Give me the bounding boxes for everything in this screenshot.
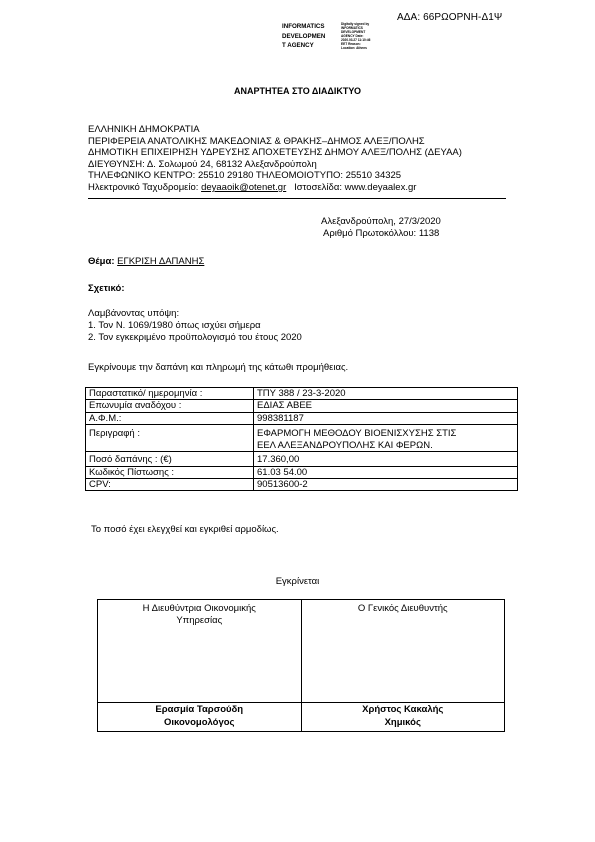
row-value: ΤΠΥ 388 / 23-3-2020 xyxy=(254,388,518,400)
contact-line xyxy=(88,182,462,194)
row-label: Περιγραφή : xyxy=(86,425,254,452)
considering-block xyxy=(88,308,302,345)
letterhead-line: ΔΙΕΥΘΥΝΣΗ: Δ. Σολωμού 24, 68132 Αλεξανδρούπολη xyxy=(88,158,317,170)
stamp-line: INFORMATICS xyxy=(282,23,325,30)
table-row xyxy=(86,412,518,424)
email-label: Ηλεκτρονικό Ταχυδρομείο: xyxy=(88,181,202,193)
header-divider xyxy=(88,198,506,199)
place-date: Αλεξανδρούπολη, 27/3/2020 xyxy=(321,216,441,227)
stamp-small-text: Digitally signed by INFORMATICS DEVELOPMENT AGENCY Date: 2020.03.27 11:10:46 EET Reason: Location: Athens xyxy=(341,22,371,50)
row-value: 90513600-2 xyxy=(254,479,518,491)
description-line: ΕΦΑΡΜΟΓΗ ΜΕΘΟΔΟΥ ΒΙΟΕΝΙΣΧΥΣΗΣ ΣΤΙΣ xyxy=(257,428,457,440)
left-signatory-title: Η Διευθύντρια Οικονομικής Υπηρεσίας xyxy=(98,600,302,703)
table-row xyxy=(86,400,518,412)
row-label: CPV: xyxy=(86,479,254,491)
subject-value: ΕΓΚΡΙΣΗ ΔΑΠΑΝΗΣ xyxy=(117,256,205,267)
row-value: 61.03 54.00 xyxy=(254,466,518,478)
row-label: Α.Φ.Μ.: xyxy=(86,412,254,424)
right-signatory-name: Χρήστος Κακαλής Χημικός xyxy=(301,703,505,732)
table-row xyxy=(86,452,518,466)
row-label: Κωδικός Πίστωσης : xyxy=(86,466,254,478)
stamp-line: DEVELOPMEN xyxy=(282,32,326,40)
signature-name-row xyxy=(98,703,505,732)
checked-text: Το ποσό έχει ελεγχθεί και εγκριθεί αρμοδίως. xyxy=(91,524,279,535)
row-value: 17.360,00 xyxy=(254,452,518,466)
row-value: 998381187 xyxy=(254,412,518,424)
table-row xyxy=(86,425,518,452)
description-line: ΕΕΛ ΑΛΕΞΑΝΔΡΟΥΠΟΛΗΣ ΚΑΙ ΦΕΡΩΝ. xyxy=(257,439,433,451)
considering-item: 1. Τον Ν. 1069/1980 όπως ισχύει σήμερα xyxy=(88,320,261,332)
right-signatory-title: Ο Γενικός Διευθυντής xyxy=(301,600,505,703)
table-row xyxy=(86,466,518,478)
table-row xyxy=(86,388,518,400)
email-link[interactable]: deyaaoik@otenet.gr xyxy=(201,181,287,193)
date-block xyxy=(321,216,441,240)
row-label: Παραστατικό/ ημερομηνία : xyxy=(86,388,254,400)
signature-title-row xyxy=(98,600,505,703)
subject-line xyxy=(88,256,204,267)
row-label: Επωνυμία αναδόχου : xyxy=(86,400,254,412)
table-row xyxy=(86,479,518,491)
letterhead-line: ΤΗΛΕΦΩΝΙΚΟ ΚΕΝΤΡΟ: 25510 29180 ΤΗΛΕΟΜΟΙΟΤΥΠΟ: 25510 34325 xyxy=(88,170,402,182)
digital-signature-stamp xyxy=(282,22,325,51)
letterhead xyxy=(88,124,462,194)
considering-item: 2. Τον εγκεκριμένο προϋπολογισμό του έτους 2020 xyxy=(88,332,302,344)
row-label: Ποσό δαπάνης : (€) xyxy=(86,452,254,466)
letterhead-line: ΠΕΡΙΦΕΡΕΙΑ ΑΝΑΤΟΛΙΚΗΣ ΜΑΚΕΔΟΝΙΑΣ & ΘΡΑΚΗΣ–ΔΗΜΟΣ ΑΛΕΞ/ΠΟΛΗΣ xyxy=(88,135,425,147)
approve-text: Εγκρίνουμε την δαπάνη και πληρωμή της κάτωθι προμήθειας. xyxy=(88,362,349,373)
subject-label: Θέμα: xyxy=(88,256,115,267)
row-value xyxy=(254,425,518,452)
considering-intro: Λαμβάνοντας υπόψη: xyxy=(88,308,180,319)
ada-code: ΑΔΑ: 66ΡΩΟΡΝΗ-Δ1Ψ xyxy=(397,12,503,23)
approved-label: Εγκρίνεται xyxy=(275,576,320,587)
protocol-number: Αριθμό Πρωτοκόλλου: 1138 xyxy=(323,228,440,239)
left-signatory-name: Ερασμία Ταρσούδη Οικονομολόγος xyxy=(98,703,302,732)
row-value: ΕΔΙΑΣ ΑΒΕΕ xyxy=(254,400,518,412)
page-heading: ΑΝΑΡΤΗΤΕΑ ΣΤΟ ΔΙΑΔΙΚΤΥΟ xyxy=(234,86,361,96)
stamp-line: T AGENCY xyxy=(282,42,314,50)
letterhead-line: ΕΛΛΗΝΙΚΗ ΔΗΜΟΚΡΑΤΙΑ xyxy=(88,124,200,135)
signature-table xyxy=(97,599,505,732)
expense-table xyxy=(85,387,518,491)
letterhead-line: ΔΗΜΟΤΙΚΗ ΕΠΙΧΕΙΡΗΣΗ ΥΔΡΕΥΣΗΣ ΑΠΟΧΕΤΕΥΣΗΣ ΔΗΜΟΥ ΑΛΕΞ/ΠΟΛΗΣ (ΔΕΥΑΑ) xyxy=(88,147,462,159)
relative-label: Σχετικό: xyxy=(88,283,125,294)
website-text: Ιστοσελίδα: www.deyaalex.gr xyxy=(294,181,417,193)
